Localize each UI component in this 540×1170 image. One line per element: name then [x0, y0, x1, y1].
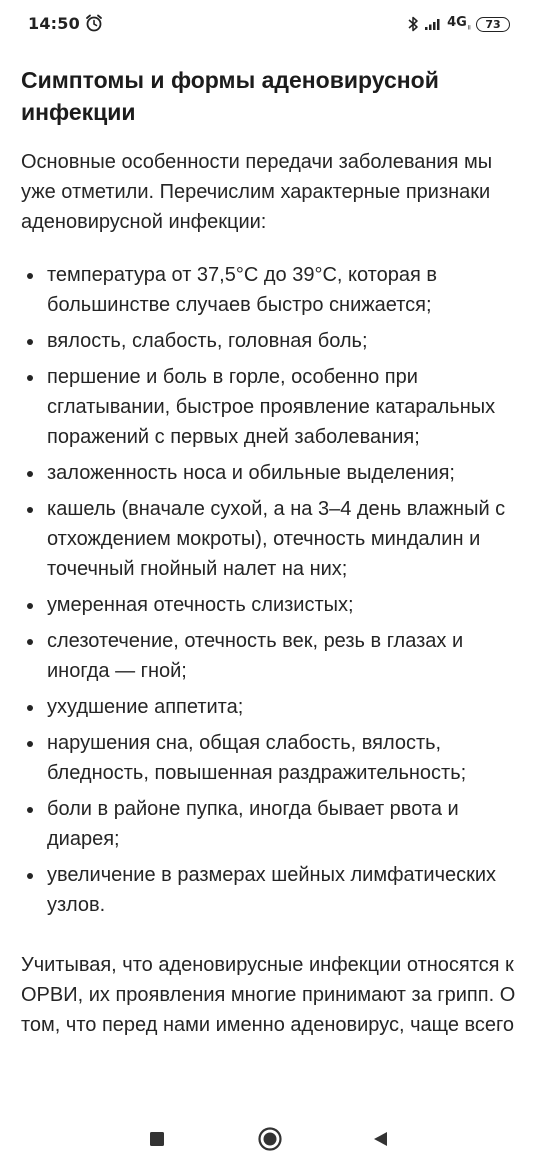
list-item: нарушения сна, общая слабость, вялость, бледность, повышенная раздражительность; — [21, 728, 521, 788]
back-button[interactable] — [366, 1124, 396, 1154]
bullet-icon — [27, 507, 33, 513]
home-button[interactable] — [255, 1124, 285, 1154]
bullet-icon — [27, 603, 33, 609]
navigation-bar — [0, 1108, 540, 1170]
article-outro: Учитывая, что аденовирусные инфекции относятся к ОРВИ, их проявления многие принимают за грипп. О том, что перед нами именно аденовирус, чаще всего — [21, 954, 516, 1036]
list-item: увеличение в размерах шейных лимфатических узлов. — [21, 860, 521, 920]
list-item: температура от 37,5°С до 39°С, которая в большинстве случаев быстро снижается; — [21, 260, 521, 320]
recents-button[interactable] — [142, 1124, 172, 1154]
status-time: 14:50 — [28, 14, 80, 33]
recents-square-icon — [148, 1130, 166, 1148]
network-type: $4G_॥$ — [447, 15, 471, 32]
list-item: умеренная отечность слизистых; — [21, 590, 521, 620]
list-item: вялость, слабость, головная боль; — [21, 326, 521, 356]
list-item: боли в районе пупка, иногда бывает рвота и диарея; — [21, 794, 521, 854]
list-item: заложенность носа и обильные выделения; — [21, 458, 521, 488]
bullet-icon — [27, 471, 33, 477]
status-bar — [0, 0, 540, 50]
bullet-icon — [27, 375, 33, 381]
article-heading: Симптомы и формы аденовирусной инфекции — [21, 67, 439, 125]
symptoms-list — [21, 260, 521, 920]
list-item: першение и боль в горле, особенно при сглатывании, быстрое проявление катаральных поражений с первых дней заболевания; — [21, 362, 521, 452]
bullet-icon — [27, 273, 33, 279]
list-item: слезотечение, отечность век, резь в глазах и иногда — гной; — [21, 626, 521, 686]
article — [21, 64, 521, 1040]
list-item: ухудшение аппетита; — [21, 692, 521, 722]
bullet-icon — [27, 705, 33, 711]
bullet-icon — [27, 339, 33, 345]
bullet-icon — [27, 639, 33, 645]
bullet-icon — [27, 807, 33, 813]
bullet-icon — [27, 741, 33, 747]
bluetooth-icon — [407, 15, 419, 33]
list-item: кашель (вначале сухой, а на 3–4 день влажный с отхождением мокроты), отечность миндалин и точечный гнойный налет на них; — [21, 494, 521, 584]
cellular-signal-icon — [424, 17, 442, 31]
home-circle-icon — [257, 1126, 283, 1152]
battery-icon — [476, 17, 510, 32]
status-indicators — [407, 12, 510, 36]
bullet-icon — [27, 873, 33, 879]
alarm-clock-icon — [84, 13, 104, 33]
article-intro: Основные особенности передачи заболевания мы уже отметили. Перечислим характерные признаки аденовирусной инфекции: — [21, 151, 493, 233]
back-triangle-icon — [371, 1129, 391, 1149]
battery-level: 73 — [485, 17, 501, 31]
